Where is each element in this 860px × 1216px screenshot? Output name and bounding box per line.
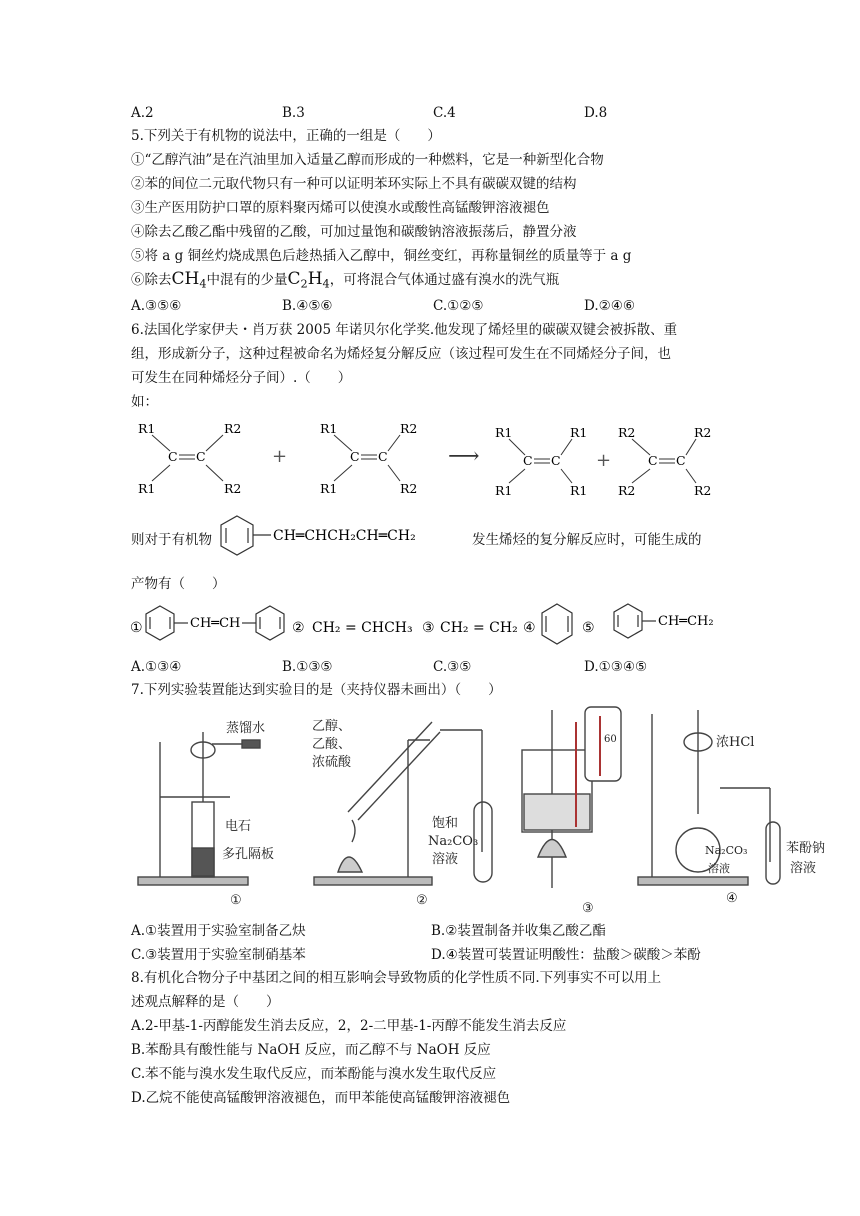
svg-text:C: C [676,453,686,468]
q7-option-a: A.①装置用于实验室制备乙炔 [131,923,306,939]
svg-text:R2: R2 [694,425,712,440]
q5-item-3: ③生产医用防护口罩的原料聚丙烯可以使溴水或酸性高锰酸钾溶液褪色 [131,200,550,216]
q7-option-c: C.③装置用于实验室制硝基苯 [131,947,306,963]
q6-option-b: B.①③⑤ [282,659,333,675]
svg-text:溶液: 溶液 [708,862,730,875]
svg-text:R1: R1 [495,425,513,440]
q7-options-row2 [131,946,751,964]
svg-text:②: ② [416,893,428,908]
svg-text:R2: R2 [618,425,636,440]
svg-text:①: ① [130,620,143,636]
q5-item-2: ②苯的间位二元取代物只有一种可以证明苯环实际上不具有碳碳双键的结构 [131,176,577,192]
fig1-label-plate: 多孔隔板 [222,847,275,862]
svg-text:苯酚钠: 苯酚钠 [786,841,826,856]
svg-text:浓HCl: 浓HCl [716,735,755,750]
svg-text:R1: R1 [320,421,338,436]
svg-text:R1: R1 [495,483,513,498]
q4-option-b: B.3 [282,105,305,121]
scheme-plus: + [272,446,288,467]
svg-text:R1: R1 [138,481,156,496]
svg-text:R1: R1 [570,483,588,498]
q8-option-c: C.苯不能与溴水发生取代反应，而苯酚能与溴水发生取代反应 [131,1066,497,1082]
svg-text:③: ③ [422,620,435,636]
svg-text:C: C [350,449,360,464]
svg-text:浓硫酸: 浓硫酸 [312,755,352,770]
fig1-label-water: 蒸馏水 [226,721,266,736]
svg-text:C: C [168,449,178,464]
svg-text:CH═CH: CH═CH [190,616,241,631]
q6-option-a: A.①③④ [131,659,182,675]
svg-text:溶液: 溶液 [432,852,459,867]
svg-text:CH═CHCH₂CH═CH₂: CH═CHCH₂CH═CH₂ [273,528,416,544]
scheme-arrow: ⟶ [448,444,480,469]
q6-products [130,600,730,652]
q6-option-d: D.①③④⑤ [584,659,648,675]
svg-text:④: ④ [523,620,536,636]
q5-item-5: ⑤将 a g 铜丝灼烧成黑色后趁热插入乙醇中，铜丝变红，再称量铜丝的质量等于 a g [131,248,632,264]
svg-text:①: ① [230,893,242,908]
q8-option-a: A.2-甲基-1-丙醇能发生消去反应，2，2-二甲基-1-丙醇不能发生消去反应 [131,1018,567,1034]
svg-text:乙酸、: 乙酸、 [312,737,352,752]
q6-stem-line2: 组，形成新分子，这种过程被命名为烯烃复分解反应（该过程可发生在不同烯烃分子间，也 [131,346,671,362]
q6-stem-line1: 6.法国化学家伊夫・肖万获 2005 年诺贝尔化学奖.他发现了烯烃里的碳碳双键会被拆散、重 [131,322,678,338]
q7-option-d: D.④装置可装置证明酸性：盐酸＞碳酸＞苯酚 [431,947,701,963]
q5-option-d: D.②④⑥ [584,298,635,314]
benzene-ring-icon [614,604,656,638]
q5-item-1: ①“乙醇汽油”是在汽油里加入适量乙醇而形成的一种燃料，它是一种新型化合物 [131,152,604,168]
q4-option-d: D.8 [584,105,608,121]
q4-options [131,104,751,122]
svg-text:C: C [523,453,533,468]
svg-text:饱和: 饱和 [432,816,459,831]
svg-text:CH₂ = CH₂: CH₂ = CH₂ [440,620,518,636]
svg-text:C: C [378,449,388,464]
svg-text:②: ② [292,620,305,636]
q8-option-b: B.苯酚具有酸性能与 NaOH 反应，而乙醇不与 NaOH 反应 [131,1042,491,1058]
metathesis-scheme [130,415,730,500]
q5-options [131,297,751,315]
svg-text:C: C [551,453,561,468]
svg-text:R2: R2 [694,483,712,498]
q5-item-6: ⑥除去$CH_4$中混有的少量$C_2H_4$，可将混合气体通过盛有溴水的洗气瓶 [131,269,560,291]
q5-stem: 5.下列关于有机物的说法中，正确的一组是（ ） [131,128,441,144]
q5-item-4: ④除去乙酸乙酯中残留的乙酸，可加过量饱和碳酸钠溶液振荡后，静置分液 [131,224,577,240]
q6-products-label: 产物有（ ） [131,576,226,592]
benzene-ring-icon [221,516,271,555]
q7-options-row1 [131,922,751,940]
q4-option-c: C.4 [433,105,456,121]
q6-compound [219,513,469,563]
svg-text:④: ④ [726,891,738,906]
svg-text:C: C [648,453,658,468]
svg-text:C: C [196,449,206,464]
q6-compound-prefix: 则对于有机物 [131,532,212,548]
svg-text:60: 60 [604,734,617,745]
svg-text:CH₂ = CHCH₃: CH₂ = CHCH₃ [312,620,413,636]
svg-text:CH═CH₂: CH═CH₂ [658,614,714,629]
svg-text:③: ③ [582,901,594,916]
q8-stem-line2: 述观点解释的是（ ） [131,994,280,1010]
svg-text:R2: R2 [400,481,418,496]
q8-stem-line1: 8.有机化合物分子中基团之间的相互影响会导致物质的化学性质不同.下列事实不可以用上 [131,970,662,986]
svg-text:R2: R2 [224,481,242,496]
q6-stem-line3: 可发生在同种烯烃分子间）.（ ） [131,370,352,386]
svg-text:R2: R2 [400,421,418,436]
svg-text:R1: R1 [320,481,338,496]
q6-option-c: C.③⑤ [433,659,472,675]
q6-example-label: 如： [131,394,158,410]
fig1-label-carbide: 电石 [225,819,252,834]
q8-option-d: D.乙烷不能使高锰酸钾溶液褪色，而甲苯能使高锰酸钾溶液褪色 [131,1090,511,1106]
q7-apparatus-figure [130,702,826,916]
q5-option-a: A.③⑤⑥ [131,298,182,314]
q5-option-b: B.④⑤⑥ [282,298,333,314]
svg-text:Na₂CO₃: Na₂CO₃ [428,834,479,849]
cyclohexadiene-icon [542,604,572,644]
svg-text:+: + [596,450,612,471]
svg-text:⑤: ⑤ [582,620,595,636]
q6-options [131,658,751,676]
q4-option-a: A.2 [131,105,154,121]
svg-text:Na₂CO₃: Na₂CO₃ [705,844,748,857]
q5-option-c: C.①②⑤ [433,298,484,314]
scheme-r1: R1 [138,421,156,436]
svg-text:R2: R2 [618,483,636,498]
svg-text:乙醇、: 乙醇、 [312,719,352,734]
svg-text:溶液: 溶液 [790,861,817,876]
q6-compound-suffix: 发生烯烃的复分解反应时，可能生成的 [472,532,702,548]
svg-text:R1: R1 [570,425,588,440]
q7-stem: 7.下列实验装置能达到实验目的是（夹持仪器未画出）（ ） [131,682,502,698]
svg-text:R2: R2 [224,421,242,436]
q7-option-b: B.②装置制备并收集乙酸乙酯 [431,923,606,939]
